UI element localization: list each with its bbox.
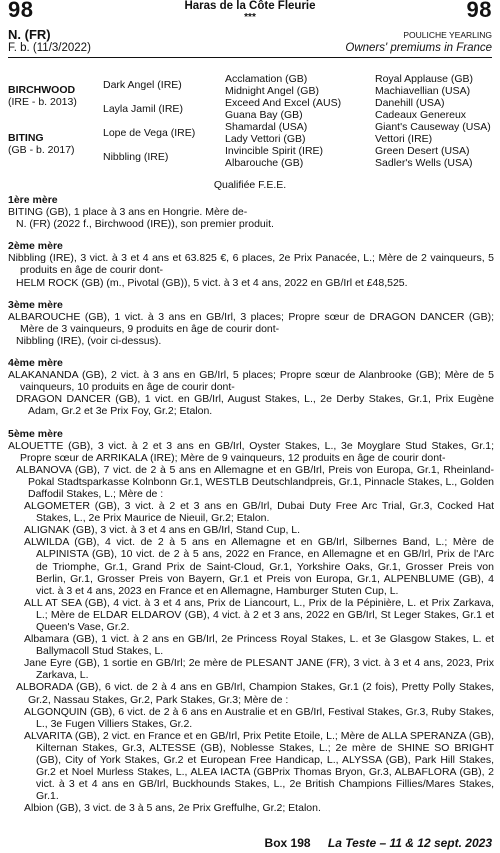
pedigree-g2-0: Acclamation (GB): [225, 73, 308, 85]
pedigree-g2-2: Exceed And Excel (AUS): [225, 97, 342, 109]
stud-title: Haras de la Côte Fleurie: [184, 0, 316, 12]
dam-name: BITING: [8, 132, 44, 144]
dam5-heading: 5ème mère: [8, 427, 63, 440]
stud-stars: ***: [244, 12, 256, 23]
pedigree-g3-0: Royal Applause (GB): [375, 73, 474, 85]
pedigree-g2-6: Invincible Spirit (IRE): [225, 145, 324, 157]
pedigree-g3-1: Machiavellian (USA): [375, 85, 471, 97]
pedigree-g3-2: Danehill (USA): [375, 97, 445, 109]
pedigree-g3-7: Sadler's Wells (USA): [375, 157, 473, 169]
lot-number-left: 98: [8, 0, 34, 22]
pedigree-g3: [375, 73, 491, 169]
dam-info: (GB - b. 2017): [8, 144, 75, 156]
produce-alignak: ALIGNAK (GB), 3 vict. à 3 et 4 ans en GB/Irl, Stand Cup, L.: [24, 524, 301, 537]
pedigree-g1-0: Dark Angel (IRE): [103, 79, 182, 91]
produce-alvarita: ALVARITA (GB), 2 vict. en France et en GB/Irl, Prix Petite Etoile, L.; Mère de ALLA SPERANZA (GB), Kilternan Stakes, Gr.3, ALTESSE (GB), Noblesse Stakes, L.; 2e mère de SHINE SO BRIGHT (GB), City of York Stakes, Gr.2 et European Free Handicap, L., ALYSSA (GB), Park Hill Stakes, Gr.2 et Noel Murless Stakes, L., ALEA IACTA (GBPrix Thomas Bryon, Gr.3, ALBAFLORA (GB), 2 vict. à 3 et 4 ans en GB/Irl, Buckhounds Stakes, L., 2e British Champions Fillies/Mares Stakes, Gr.1.: [24, 729, 494, 803]
dam: [8, 132, 75, 156]
pedigree-g2-5: Lady Vettori (GB): [225, 133, 306, 145]
horse-type: POULICHE YEARLING: [403, 30, 492, 40]
dam4-produce: DRAGON DANCER (GB), 1 vict. en GB/Irl, August Stakes, L., 2e Derby Stakes, Gr.1, Prix Eugène Adam, Gr.2 et 3e Prix Foy, Gr.2; Etalon.: [16, 393, 494, 418]
owners-premiums: Owners' premiums in France: [345, 42, 492, 54]
produce-algonquin: ALGONQUIN (GB), 6 vict. de 2 à 6 ans en Australie et en GB/Irl, Festival Stakes, Gr.3, Ruby Stakes, L., 3e Fugen Villiers Stakes, Gr.2.: [24, 705, 494, 730]
pedigree-g2: [225, 73, 341, 169]
family-notes: [8, 190, 494, 815]
dam4-heading: 4ème mère: [8, 357, 63, 370]
pedigree-g3-5: Vettori (IRE): [375, 133, 433, 145]
dam3-heading: 3ème mère: [8, 298, 63, 311]
dam3-produce: Nibbling (IRE), (voir ci-dessus).: [16, 334, 162, 347]
pedigree-g2-3: Guana Bay (GB): [225, 109, 303, 121]
sire-name: BIRCHWOOD: [8, 84, 76, 96]
produce-albanova: ALBANOVA (GB), 7 vict. de 2 à 5 ans en Allemagne et en GB/Irl, Preis von Europa, Gr.1, Rheinland-Pokal Stadtsparkasse Kolnbonn Gr.1, WESTLB Deutschlandpreis, Gr.1, Pinnacle Stakes, L., Golden Daffodil Stakes, L.; Mère de :: [16, 463, 494, 500]
stud-name: [0, 1, 500, 23]
produce-alborada: ALBORADA (GB), 6 vict. de 2 à 4 ans en GB/Irl, Champion Stakes, Gr.1 (2 fois), Pretty Polly Stakes, Gr.2, Nassau Stakes, Gr.2, Park Stakes, Gr.3; Mère de :: [16, 681, 494, 706]
qualification: Qualifiée F.E.E.: [213, 179, 287, 191]
pedigree-g2-4: Shamardal (USA): [225, 121, 308, 133]
dam4-text: ALAKANANDA (GB), 2 vict. à 3 ans en GB/Irl, 5 places; Propre sœur de Alanbrooke (GB); Mère de 5 vainqueurs, 10 produits en âge de courir dont-: [8, 369, 494, 394]
horse-sex-birth: F. b. (11/3/2022): [8, 42, 91, 54]
pedigree-g2-7: Albarouche (GB): [225, 157, 304, 169]
dam1-heading: 1ère mère: [8, 194, 58, 206]
produce-jane-eyre: Jane Eyre (GB), 1 sortie en GB/Irl; 2e mère de PLESANT JANE (FR), 3 vict. à 3 et 4 ans, 2023, Prix Zarkava, L.: [24, 657, 494, 682]
produce-algometer: ALGOMETER (GB), 3 vict. à 2 et 3 ans en GB/Irl, Dubai Duty Free Arc Trial, Gr.3, Cocked Hat Stakes, L., 2e Prix Maurice de Nieuil, Gr.2; Etalon.: [24, 500, 494, 525]
lot-number-right: 98: [466, 0, 492, 22]
footer-box: Box 198: [264, 836, 311, 850]
dam2-text: Nibbling (IRE), 3 vict. à 3 et 4 ans et 63.825 €, 6 places, 2e Prix Panacée, L.; Mère de 2 vainqueurs, 5 produits en âge de courir dont-: [8, 252, 494, 277]
pedigree-g3-4: Giant's Causeway (USA): [375, 121, 491, 133]
produce-alwilda: ALWILDA (GB), 4 vict. de 2 à 5 ans en Allemagne et en GB/Irl, Silbernes Band, L.; Mère de ALPINISTA (GB), 10 vict. de 2 à 5 ans, 2022 en France, en Allemagne et en GB/Irl, Prix de l'Arc de Triomphe, Gr.1, Grand Prix de Saint-Cloud, Gr.1, Yorkshire Oaks, Gr.1, Grosser Preis von Berlin, Gr.1, Grosser Preis von Bayern, Gr.1 et Preis von Europa, Gr.1, ALPENBLUME (GB), 4 vict. à 3 et 4 ans, 2023 en France et en Allemagne, Hamburger Stuten Cup, L.: [24, 536, 494, 597]
produce-albamara: Albamara (GB), 1 vict. à 2 ans en GB/Irl, 2e Princess Royal Stakes, L. et 3e Glasgow Stakes, L. et Ballymacoll Stud Stakes, L.: [24, 633, 494, 658]
dam3-text: ALBAROUCHE (GB), 1 vict. à 3 ans en GB/Irl, 3 places; Propre sœur de DRAGON DANCER (GB); Mère de 3 vainqueurs, 9 produits en âge de courir dont-: [8, 310, 494, 335]
pedigree-g3-6: Green Desert (USA): [375, 145, 470, 157]
horse-name: N. (FR): [8, 27, 51, 42]
dam2-produce: HELM ROCK (GB) (m., Pivotal (GB)), 5 vict. à 3 et 4 ans, 2022 en GB/Irl et £48,525.: [16, 276, 408, 289]
dam1-produce: N. (FR) (2022 f., Birchwood (IRE)), son premier produit.: [16, 218, 274, 231]
pedigree-g2-1: Midnight Angel (GB): [225, 85, 319, 97]
pedigree-g1-1: Layla Jamil (IRE): [103, 103, 183, 115]
footer: [0, 836, 492, 850]
dam5-text: ALOUETTE (GB), 3 vict. à 2 et 3 ans en GB/Irl, Oyster Stakes, L., 3e Moyglare Stud Stakes, Gr.1; Propre sœur de ARRIKALA (IRE); Mère de 9 vainqueurs, 12 produits en âge de courir dont-: [8, 439, 494, 464]
pedigree-g1-2: Lope de Vega (IRE): [103, 127, 196, 139]
header-divider: [8, 57, 492, 58]
pedigree-g3-3: Cadeaux Genereux: [375, 109, 467, 121]
produce-all-at-sea: ALL AT SEA (GB), 4 vict. à 3 et 4 ans, Prix de Liancourt, L., Prix de la Pépinière, L. et Prix Zarkava, L.; Mère de ELDAR ELDAROV (GB), 4 vict. à 2 et 3 ans, 2022 en GB/Irl, St Leger Stakes, Gr.1 et Queen's Vase, Gr.2.: [24, 596, 494, 633]
produce-albion: Albion (GB), 3 vict. de 3 à 5 ans, 2e Prix Greffulhe, Gr.2; Etalon.: [24, 802, 321, 815]
footer-sale: La Teste – 11 & 12 sept. 2023: [327, 836, 492, 850]
dam1-text: BITING (GB), 1 place à 3 ans en Hongrie. Mère de-: [8, 206, 248, 219]
sire-info: (IRE - b. 2013): [8, 96, 77, 108]
dam2-heading: 2ème mère: [8, 240, 63, 253]
sire: [8, 84, 77, 108]
pedigree-g1-3: Nibbling (IRE): [103, 151, 169, 163]
